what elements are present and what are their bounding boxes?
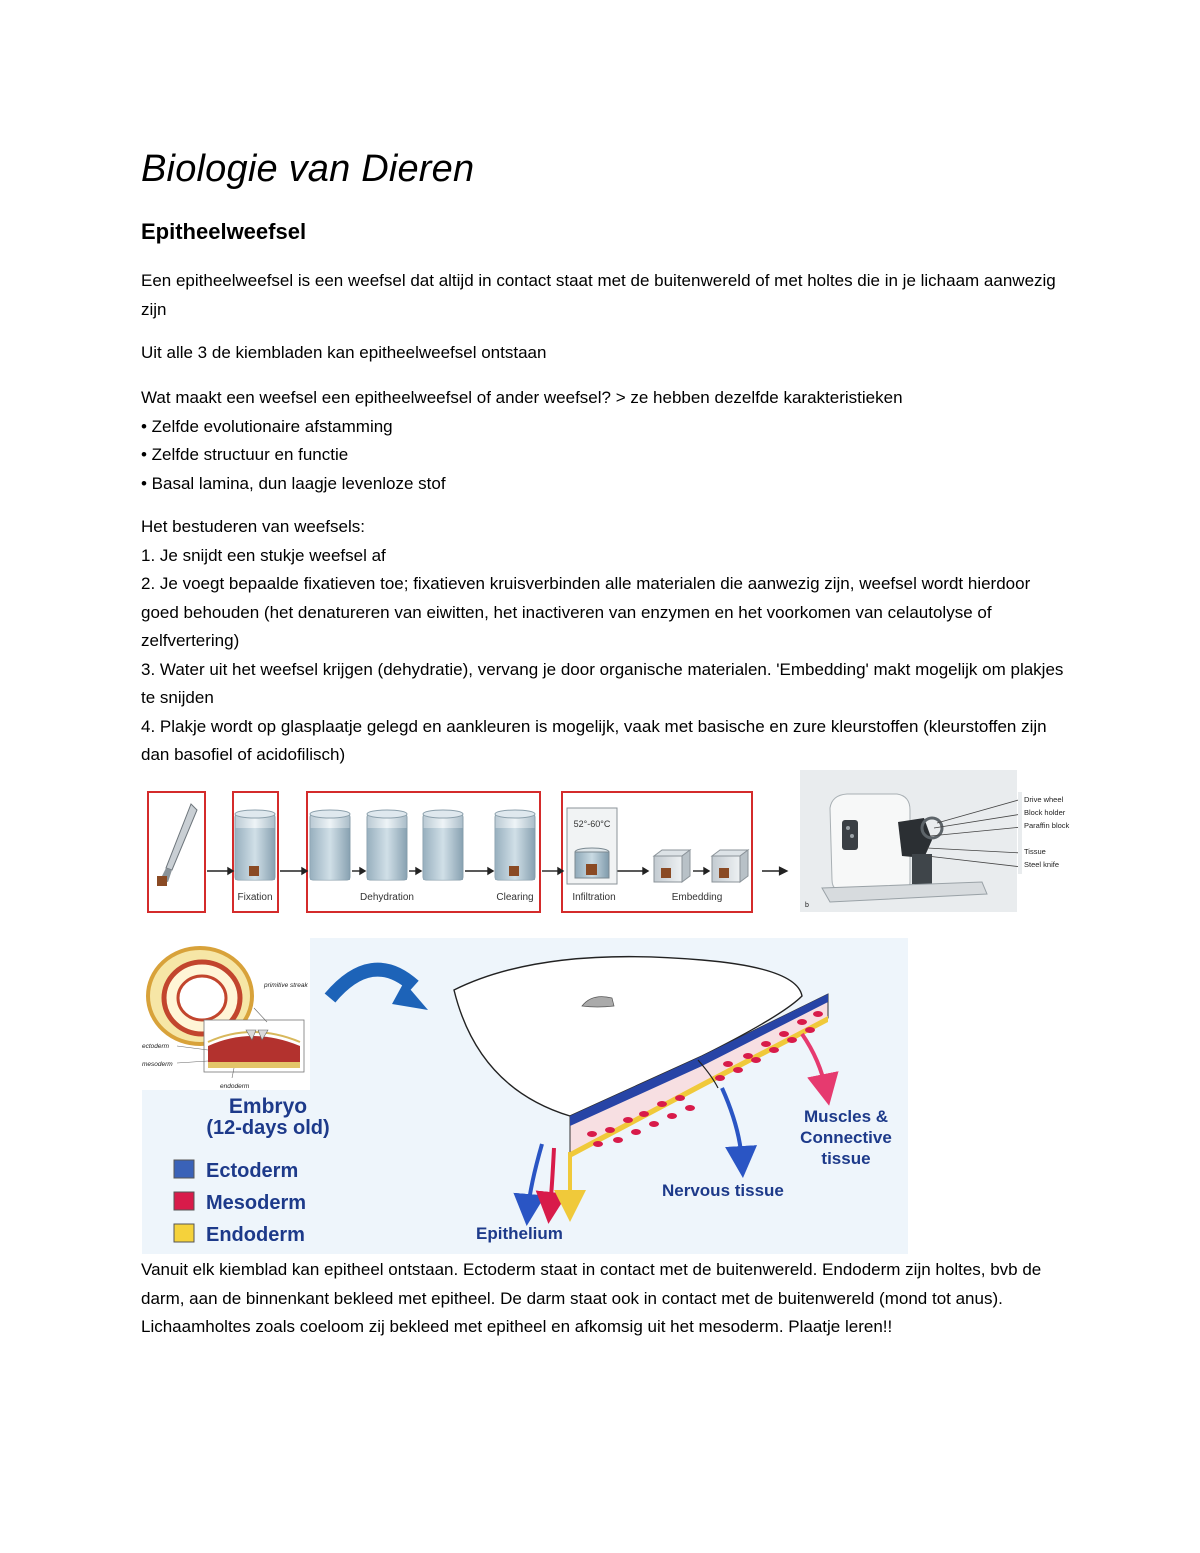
legend-label-mesoderm: Mesoderm — [206, 1192, 307, 1214]
legend-swatch-ectoderm — [174, 1160, 194, 1178]
microtome-photo — [800, 770, 1022, 912]
germ-layer-legend — [174, 1160, 306, 1246]
study-intro: Het bestuderen van weefsels: — [141, 517, 365, 536]
embedding-block-1 — [654, 850, 690, 882]
tissue-preparation-figure — [142, 770, 1022, 915]
temperature-label: 52°-60°C — [573, 819, 611, 829]
embryo-inset-illustration — [142, 938, 310, 1090]
study-step: 1. Je snijdt een stukje weefsel af — [141, 545, 386, 565]
microtome-label: Tissue — [1024, 847, 1046, 856]
study-step: 4. Plakje wordt op glasplaatje gelegd en aankleuren is mogelijk, vaak met basische en zure kleurstoffen (kleurstoffen zijn dan basofiel of acidofilisch) — [141, 716, 1047, 764]
study-steps-block — [141, 513, 1071, 770]
outcome-label-epithelium: Epithelium — [476, 1224, 563, 1243]
jar-clearing — [495, 810, 535, 880]
label-fixation: Fixation — [237, 892, 273, 903]
closing-text: Vanuit elk kiemblad kan epitheel ontstaan. Ectoderm staat in contact met de buitenwereld. Endoderm zijn holtes, bvb de darm, aan de binnenkant bekleed met epitheel. De darm staat ook in contact met de buitenwereld (mond tot anus). Lichaamholtes zoals coeloom zij bekleed met epitheel en afkomsig uit het mesoderm. Plaatje leren!! — [141, 1260, 1042, 1336]
bullet-item: • Zelfde structuur en functie — [141, 445, 349, 464]
outcome-label-muscles-3: tissue — [821, 1149, 871, 1168]
study-step: 2. Je voegt bepaalde fixatieven toe; fixatieven kruisverbinden alle materialen die aanwezig zijn, weefsel wordt hierdoor goed behouden (het denatureren van eiwitten, het inactiveren van enzymen en het voorkomen van celautolyse of zelfvertering) — [141, 574, 1031, 650]
characteristics-intro: Wat maakt een weefsel een epitheelweefsel of ander weefsel? > ze hebben dezelfde karakteristieken — [141, 388, 903, 407]
legend-label-ectoderm: Ectoderm — [206, 1160, 299, 1182]
embryo-label: Embryo — [228, 1095, 308, 1118]
jar-fixation — [235, 810, 275, 880]
kiembladen-text: Uit alle 3 de kiembladen kan epitheelweefsel ontstaan — [141, 343, 547, 362]
legend-label-endoderm: Endoderm — [206, 1224, 305, 1246]
microtome-labels — [1024, 793, 1084, 871]
embryo-age-label: (12-days old) — [206, 1117, 330, 1139]
jar-dehydration-3 — [423, 810, 463, 880]
embedding-block-2 — [712, 850, 748, 882]
outcome-label-muscles-1: Muscles & — [803, 1107, 889, 1126]
paragraph-definition — [141, 267, 1071, 324]
inset-label-mesoderm: mesoderm — [142, 1061, 173, 1068]
characteristics-block — [141, 384, 1071, 498]
section-heading: Epitheelweefsel — [141, 219, 307, 244]
document-title: Biologie van Dieren — [141, 148, 475, 190]
legend-swatch-mesoderm — [174, 1192, 194, 1210]
jar-dehydration-2 — [367, 810, 407, 880]
scalpel-icon — [157, 804, 197, 886]
label-dehydration: Dehydration — [360, 892, 414, 903]
outcome-label-muscles-2: Connective — [800, 1128, 892, 1147]
microtome-label: Drive wheel — [1024, 795, 1064, 804]
bullet-item: • Basal lamina, dun laagje levenloze stof — [141, 473, 446, 493]
paragraph-kiembladen — [141, 339, 1071, 368]
inset-label-primitive: primitive streak — [264, 982, 308, 989]
study-step: 3. Water uit het weefsel krijgen (dehydratie), vervang je door organische materialen. 'Embedding' makt mogelijk om plakjes te snijden — [141, 659, 1064, 707]
microtome-label: Block holder — [1024, 808, 1066, 817]
microtome-label: Steel knife — [1024, 860, 1060, 869]
infiltration-oven — [567, 808, 617, 884]
label-clearing: Clearing — [496, 892, 534, 903]
label-embedding: Embedding — [671, 892, 723, 903]
bullet-item: • Zelfde evolutionaire afstamming — [141, 416, 393, 436]
germ-layers-figure — [142, 938, 908, 1254]
inset-label-endoderm: endoderm — [220, 1083, 250, 1090]
microtome-corner-letter: b — [805, 902, 809, 909]
label-infiltration: Infiltration — [572, 892, 616, 903]
microtome-label: Paraffin block — [1024, 821, 1070, 830]
definition-text: Een epitheelweefsel is een weefsel dat altijd in contact staat met de buitenwereld of met holtes die in je lichaam aanwezig zijn — [141, 271, 1056, 319]
inset-label-ectoderm: ectoderm — [142, 1043, 170, 1050]
jar-dehydration-1 — [310, 810, 350, 880]
closing-paragraph — [141, 1256, 1071, 1342]
outcome-label-nervous: Nervous tissue — [662, 1181, 784, 1200]
legend-swatch-endoderm — [174, 1224, 194, 1242]
